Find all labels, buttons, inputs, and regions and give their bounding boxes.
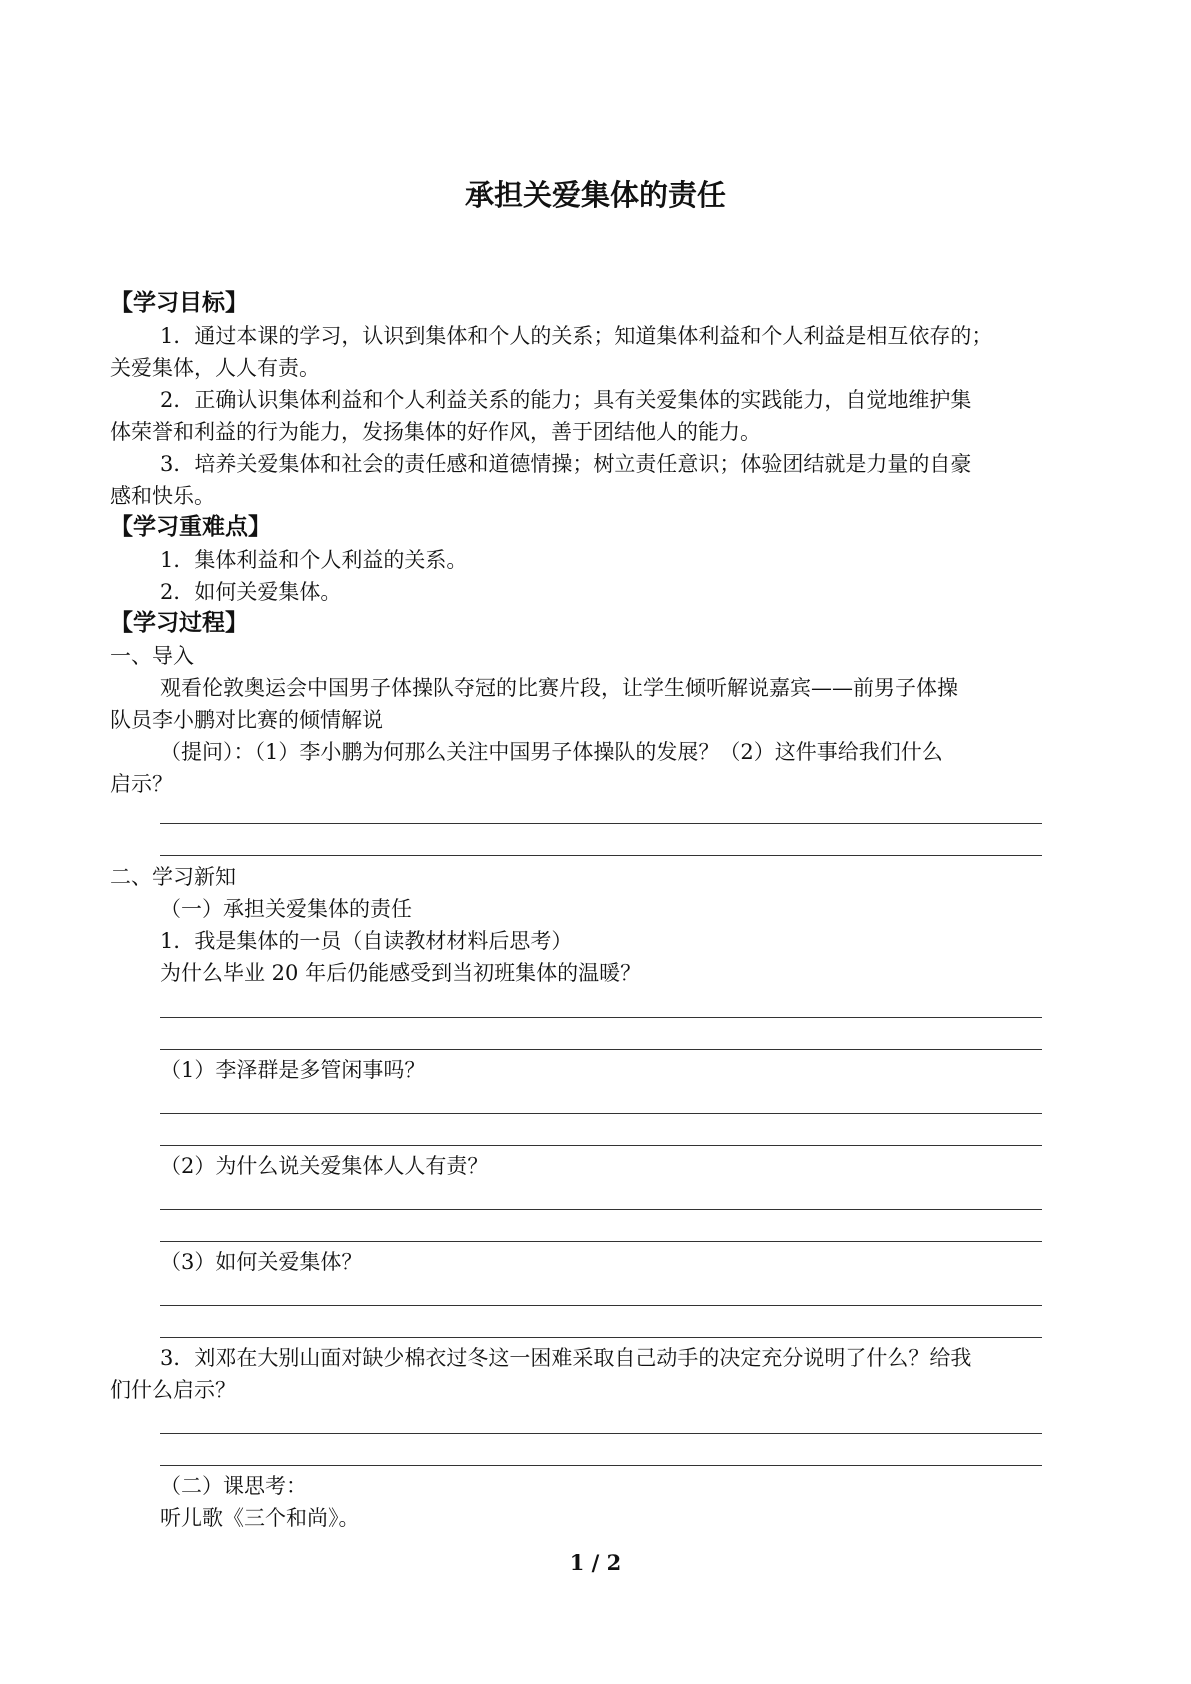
answer-line	[160, 1433, 1042, 1434]
answer-line	[160, 1049, 1042, 1050]
answer-line	[160, 1113, 1042, 1114]
answer-line	[160, 1145, 1042, 1146]
answer-line	[160, 1209, 1042, 1210]
intro-question-line-1: （提问）：（1）李小鹏为何那么关注中国男子体操队的发展？（2）这件事给我们什么	[160, 740, 943, 764]
goals-item-1-line-2: 关爱集体，人人有责。	[110, 356, 320, 380]
subsection-1-heading: （一）承担关爱集体的责任	[160, 897, 412, 921]
answer-line	[160, 1337, 1042, 1338]
intro-paragraph-line-2: 队员李小鹏对比赛的倾情解说	[110, 708, 383, 732]
goals-heading: 【学习目标】	[110, 289, 248, 316]
document-title: 承担关爱集体的责任	[464, 178, 726, 212]
question-c: （3）如何关爱集体？	[160, 1250, 363, 1274]
process-heading: 【学习过程】	[110, 609, 248, 636]
answer-line	[160, 1305, 1042, 1306]
key-points-item-2: 2．如何关爱集体。	[160, 580, 342, 604]
question-b: （2）为什么说关爱集体人人有责？	[160, 1154, 489, 1178]
key-points-item-1: 1．集体利益和个人利益的关系。	[160, 548, 468, 572]
answer-line	[160, 823, 1042, 824]
subsection-2-detail: 听儿歌《三个和尚》。	[160, 1506, 360, 1530]
answer-line	[160, 855, 1042, 856]
answer-line	[160, 1241, 1042, 1242]
question-3-line-2: 们什么启示？	[110, 1378, 236, 1402]
key-points-heading: 【学习重难点】	[110, 513, 271, 540]
intro-heading: 一、导入	[110, 644, 194, 668]
question-1: 1．我是集体的一员（自读教材材料后思考）	[160, 929, 573, 953]
question-a: （1）李泽群是多管闲事吗？	[160, 1058, 426, 1082]
page-number: 1 / 2	[569, 1550, 622, 1575]
goals-item-2-line-1: 2．正确认识集体利益和个人利益关系的能力；具有关爱集体的实践能力，自觉地维护集	[160, 388, 972, 412]
answer-line	[160, 1465, 1042, 1466]
question-1-detail: 为什么毕业 20 年后仍能感受到当初班集体的温暖？	[160, 961, 642, 985]
answer-line	[160, 1017, 1042, 1018]
goals-item-2-line-2: 体荣誉和利益的行为能力，发扬集体的好作风，善于团结他人的能力。	[110, 420, 761, 444]
intro-paragraph-line-1: 观看伦敦奥运会中国男子体操队夺冠的比赛片段，让学生倾听解说嘉宾——前男子体操	[160, 676, 958, 700]
subsection-2-heading: （二）课思考：	[160, 1474, 307, 1498]
question-3-line-1: 3．刘邓在大别山面对缺少棉衣过冬这一困难采取自己动手的决定充分说明了什么？给我	[160, 1346, 972, 1370]
goals-item-1-line-1: 1．通过本课的学习，认识到集体和个人的关系；知道集体利益和个人利益是相互依存的；	[160, 324, 993, 348]
goals-item-3-line-1: 3．培养关爱集体和社会的责任感和道德情操；树立责任意识；体验团结就是力量的自豪	[160, 452, 972, 476]
new-knowledge-heading: 二、学习新知	[110, 865, 236, 889]
intro-question-line-2: 启示？	[110, 772, 173, 796]
goals-item-3-line-2: 感和快乐。	[110, 484, 215, 508]
